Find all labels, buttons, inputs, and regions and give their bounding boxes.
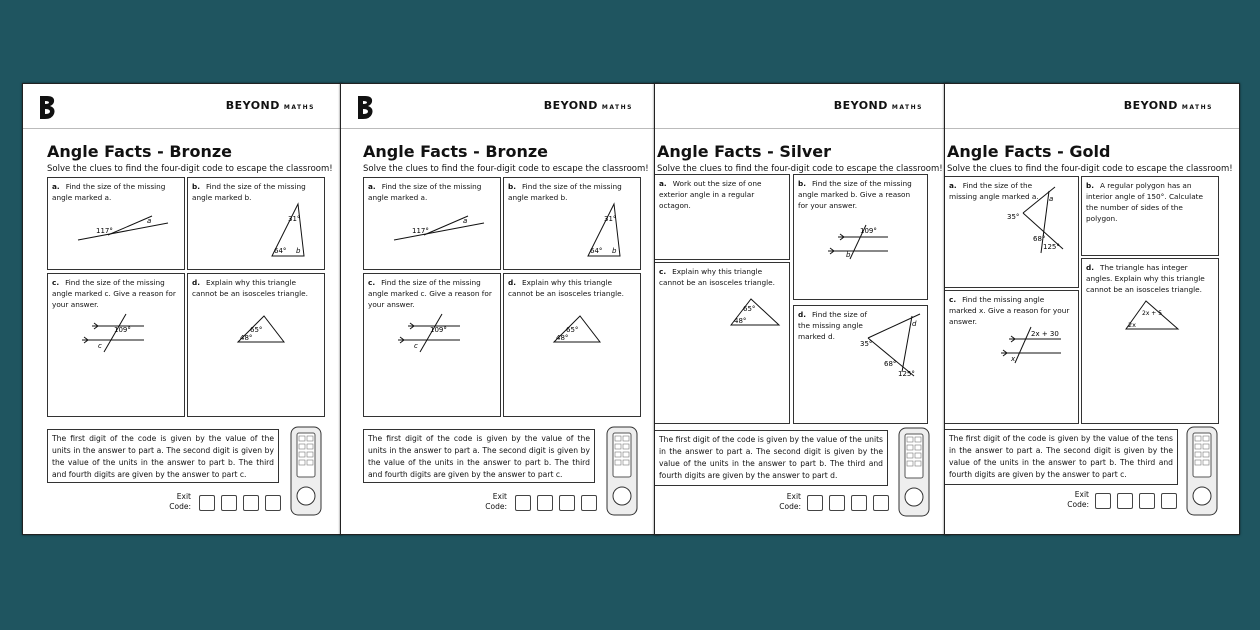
code-digit-4[interactable]: [873, 495, 889, 511]
worksheet-subtitle: Solve the clues to find the four-digit code to escape the classroom!: [657, 164, 943, 174]
code-digit-4[interactable]: [1161, 493, 1177, 509]
code-digit-1[interactable]: [1095, 493, 1111, 509]
question-a: a. Find the size of the missing angle marked a.: [368, 182, 482, 202]
question-d: d. Explain why this triangle cannot be an isosceles triangle.: [192, 278, 308, 298]
question-c-box: [654, 262, 790, 424]
brand-name: BEYOND MATHS: [225, 99, 315, 112]
angle-d-diagram: [188, 274, 324, 416]
svg-text:2x: 2x: [1128, 321, 1136, 329]
question-d-box: [793, 305, 928, 424]
svg-text:65°: 65°: [566, 326, 579, 334]
angle-b-diagram: [188, 178, 324, 269]
question-a: a. Find the size of the missing angle marked a.: [949, 181, 1039, 201]
svg-text:b: b: [612, 247, 617, 255]
code-digit-3[interactable]: [1139, 493, 1155, 509]
svg-text:65°: 65°: [743, 305, 756, 313]
exit-code-label: Exit Code:: [1067, 490, 1089, 509]
angle-d-diagram: [794, 306, 927, 423]
svg-text:109°: 109°: [430, 326, 447, 334]
angle-c-diagram: [364, 274, 500, 416]
question-a-box: [47, 177, 185, 270]
angle-b-diagram: [794, 175, 927, 299]
svg-text:64°: 64°: [590, 247, 603, 255]
worksheet-title: Angle Facts - Silver: [657, 142, 832, 161]
svg-text:b: b: [846, 251, 851, 259]
question-a-box: [654, 174, 790, 260]
code-digit-4[interactable]: [265, 495, 281, 511]
brand-name: BEYOND MATHS: [1123, 99, 1213, 112]
code-digit-2[interactable]: [1117, 493, 1133, 509]
svg-text:31°: 31°: [604, 215, 617, 223]
header-divider: [341, 128, 659, 129]
keypad-lock-icon: [898, 427, 930, 517]
code-digit-2[interactable]: [829, 495, 845, 511]
angle-d-diagram: [504, 274, 640, 416]
exit-code-label: Exit Code:: [169, 492, 191, 511]
header-divider: [945, 128, 1239, 129]
svg-text:117°: 117°: [412, 227, 429, 235]
svg-text:68°: 68°: [1033, 235, 1046, 243]
code-digit-2[interactable]: [537, 495, 553, 511]
question-d-box: [1081, 258, 1219, 424]
worksheet-subtitle: Solve the clues to find the four-digit code to escape the classroom!: [947, 164, 1233, 174]
keypad-lock-icon: [1186, 426, 1218, 516]
keypad-lock-icon: [290, 426, 322, 516]
worksheet-bronze-1: [22, 83, 342, 535]
svg-text:68°: 68°: [884, 360, 897, 368]
brand-name: BEYOND MATHS: [833, 99, 923, 112]
svg-text:x: x: [1011, 355, 1016, 363]
worksheet-gold: [944, 83, 1240, 535]
worksheet-title: Angle Facts - Bronze: [363, 142, 548, 161]
question-b: b. Find the size of the missing angle marked b.: [508, 182, 622, 202]
worksheet-subtitle: Solve the clues to find the four-digit code to escape the classroom!: [363, 164, 649, 174]
svg-text:125°: 125°: [898, 370, 915, 378]
code-instructions: The first digit of the code is given by the value of the units in the answer to part a. The second digit is given by the value of the units in the answer to part b. The third and fourth digits are given by the answer to part c.: [363, 429, 595, 483]
angle-d-diagram: [1082, 259, 1218, 423]
question-d: d. The triangle has integer angles. Explain why this triangle cannot be an isosceles triangle.: [1086, 263, 1205, 294]
angle-c-diagram: [655, 263, 789, 423]
svg-text:a: a: [1049, 195, 1054, 203]
svg-text:48°: 48°: [556, 334, 569, 342]
question-a: a. Work out the size of one exterior angle in a regular octagon.: [659, 179, 762, 210]
code-digit-1[interactable]: [515, 495, 531, 511]
question-c: c. Find the size of the missing angle marked c. Give a reason for your answer.: [52, 278, 176, 309]
svg-text:c: c: [98, 342, 102, 350]
code-digit-1[interactable]: [807, 495, 823, 511]
question-b: b. A regular polygon has an interior angle of 150°. Calculate the number of sides of the polygon.: [1086, 181, 1204, 223]
svg-text:64°: 64°: [274, 247, 287, 255]
code-instructions: The first digit of the code is given by the value of the units in the answer to part a. The second digit is given by the value of the units in the answer to part b. The third and fourth digits are given by the answer to part d.: [654, 430, 888, 486]
worksheet-title: Angle Facts - Bronze: [47, 142, 232, 161]
svg-text:31°: 31°: [288, 215, 301, 223]
question-b-box: [1081, 176, 1219, 256]
svg-text:d: d: [912, 320, 917, 328]
code-digit-3[interactable]: [559, 495, 575, 511]
code-digit-4[interactable]: [581, 495, 597, 511]
worksheet-subtitle: Solve the clues to find the four-digit code to escape the classroom!: [47, 164, 333, 174]
angle-a-diagram: [364, 178, 500, 269]
angle-c-diagram: [945, 291, 1078, 423]
question-c-box: [47, 273, 185, 417]
code-digit-3[interactable]: [243, 495, 259, 511]
question-d: d. Find the size of the missing angle marked d.: [798, 310, 868, 341]
svg-text:c: c: [414, 342, 418, 350]
header-divider: [23, 128, 341, 129]
question-b-box: [793, 174, 928, 300]
worksheet-silver: [654, 83, 950, 535]
svg-text:2x + 5: 2x + 5: [1142, 310, 1163, 317]
angle-a-diagram: [945, 177, 1078, 287]
svg-text:35°: 35°: [1007, 213, 1020, 221]
code-instructions: The first digit of the code is given by the value of the tens in the answer to part a. The second digit is given by the value of the units in the answer to part b. The third and fourth digits are given by the answer to part c.: [944, 429, 1178, 485]
angle-c-diagram: [48, 274, 184, 416]
question-b: b. Find the size of the missing angle marked b. Give a reason for your answer.: [798, 179, 912, 210]
svg-text:2x + 30: 2x + 30: [1031, 330, 1059, 338]
question-a: a. Find the size of the missing angle marked a.: [52, 182, 166, 202]
code-digit-1[interactable]: [199, 495, 215, 511]
header-divider: [655, 128, 949, 129]
worksheet-title: Angle Facts - Gold: [947, 142, 1111, 161]
question-d: d. Explain why this triangle cannot be an isosceles triangle.: [508, 278, 624, 298]
question-a-box: [944, 176, 1079, 288]
code-instructions: The first digit of the code is given by the value of the units in the answer to part a. The second digit is given by the value of the units in the answer to part b. The third and fourth digits are given by the answer to part c.: [47, 429, 279, 483]
code-digit-3[interactable]: [851, 495, 867, 511]
svg-text:109°: 109°: [860, 227, 877, 235]
brand-name: BEYOND MATHS: [543, 99, 633, 112]
svg-text:65°: 65°: [250, 326, 263, 334]
question-b-box: [187, 177, 325, 270]
question-c: c. Explain why this triangle cannot be an isosceles triangle.: [659, 267, 775, 287]
question-c-box: [944, 290, 1079, 424]
svg-text:48°: 48°: [734, 317, 747, 325]
keypad-lock-icon: [606, 426, 638, 516]
svg-text:125°: 125°: [1043, 243, 1060, 251]
question-a-box: [363, 177, 501, 270]
question-b-box: [503, 177, 641, 270]
svg-text:109°: 109°: [114, 326, 131, 334]
svg-text:35°: 35°: [860, 340, 873, 348]
question-d-box: [503, 273, 641, 417]
angle-a-diagram: [48, 178, 184, 269]
svg-text:117°: 117°: [96, 227, 113, 235]
exit-code-label: Exit Code:: [485, 492, 507, 511]
svg-text:48°: 48°: [240, 334, 253, 342]
question-c: c. Find the size of the missing angle marked c. Give a reason for your answer.: [368, 278, 492, 309]
svg-text:a: a: [463, 217, 468, 225]
question-c: c. Find the missing angle marked x. Give a reason for your answer.: [949, 295, 1070, 326]
question-b: b. Find the size of the missing angle marked b.: [192, 182, 306, 202]
exit-code-label: Exit Code:: [779, 492, 801, 511]
svg-text:b: b: [296, 247, 301, 255]
code-digit-2[interactable]: [221, 495, 237, 511]
question-d-box: [187, 273, 325, 417]
worksheet-bronze-2: [340, 83, 660, 535]
beyond-logo-icon: [37, 94, 59, 120]
svg-text:a: a: [147, 217, 152, 225]
angle-b-diagram: [504, 178, 640, 269]
beyond-logo-icon: [355, 94, 377, 120]
question-c-box: [363, 273, 501, 417]
